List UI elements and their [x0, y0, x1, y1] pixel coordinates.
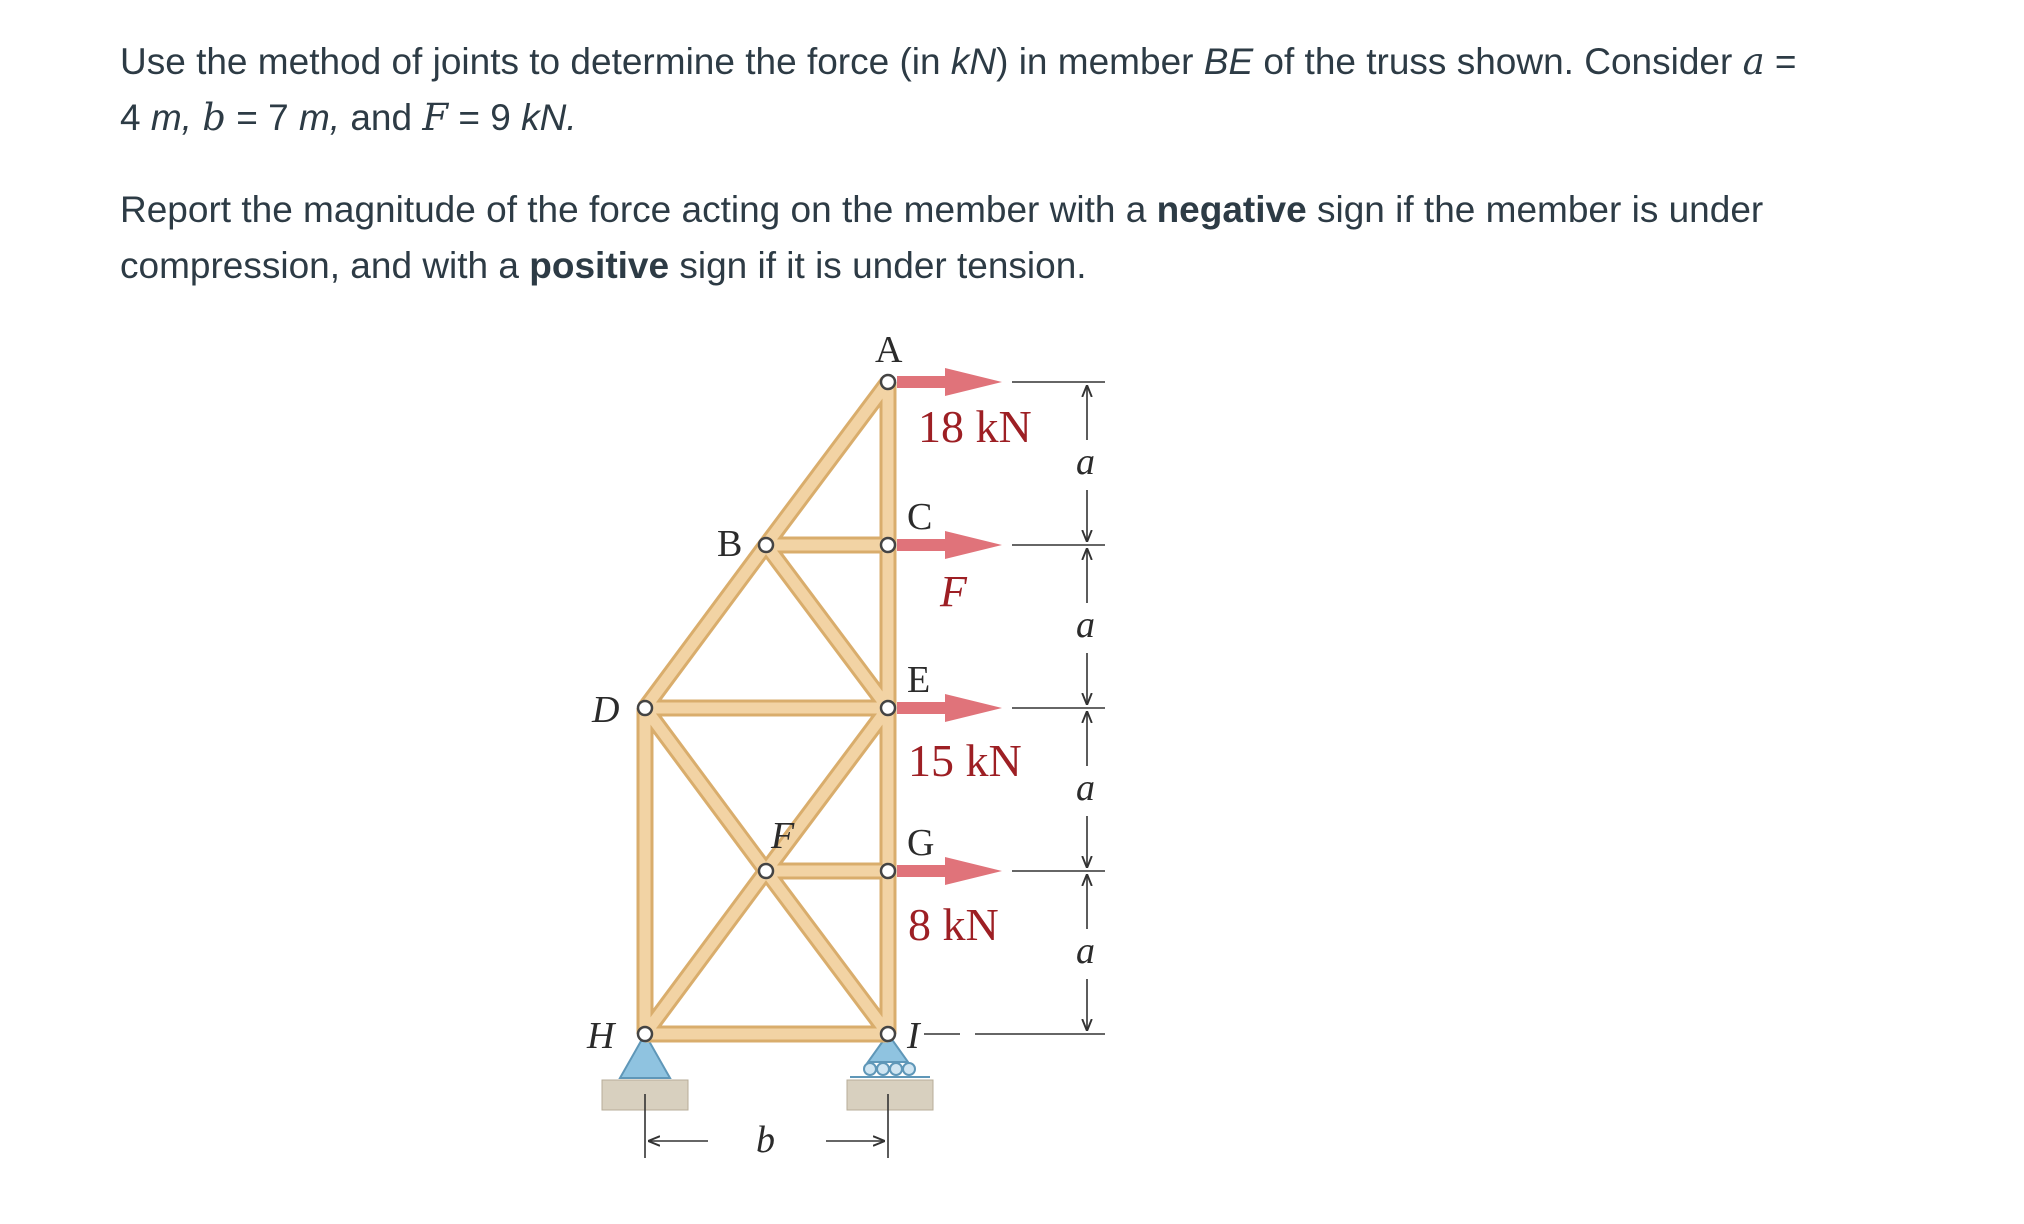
joint-H	[638, 1027, 652, 1041]
load-label-A: 18 kN	[918, 401, 1032, 452]
symbol-b: b	[202, 96, 226, 139]
keyword-positive: positive	[529, 245, 670, 286]
member-BD	[645, 545, 766, 708]
label-F: F	[771, 815, 795, 857]
keyword-negative: negative	[1156, 189, 1307, 230]
equals: =	[225, 97, 269, 138]
unit-m: m,	[140, 97, 192, 138]
member-FI	[766, 871, 888, 1034]
member-DF	[645, 708, 766, 871]
joint-F	[759, 864, 773, 878]
load-label-G: 8 kN	[908, 899, 999, 950]
dim-label-b: b	[756, 1119, 775, 1161]
joint-I	[881, 1027, 895, 1041]
dim-label-a-4: a	[1076, 930, 1095, 972]
label-A: A	[875, 329, 903, 371]
text: Use the method of joints to determine the force (in	[120, 41, 951, 82]
text: and	[340, 97, 423, 138]
joint-B	[759, 538, 773, 552]
value-a: 4	[120, 97, 141, 138]
text: Report the magnitude of the force acting on the member with a	[120, 189, 1157, 230]
joint-G	[881, 864, 895, 878]
symbol-a: a	[1742, 40, 1765, 83]
text: ) in member	[996, 41, 1204, 82]
dim-label-a-1: a	[1076, 441, 1095, 483]
label-H: H	[587, 1015, 615, 1057]
dim-label-a-3: a	[1076, 767, 1095, 809]
members	[645, 382, 888, 1034]
text: sign if it is under tension.	[669, 245, 1087, 286]
unit-m: m,	[288, 97, 341, 138]
label-D: D	[592, 689, 620, 731]
equals: =	[1764, 41, 1797, 82]
label-G: G	[907, 822, 935, 864]
joint-D	[638, 701, 652, 715]
ground-right	[847, 1080, 933, 1110]
text: sign if the member is under compression, and with a	[120, 189, 1764, 286]
member-name: BE	[1203, 41, 1254, 82]
roller-wheels	[864, 1063, 915, 1075]
label-C: C	[907, 496, 933, 538]
load-arrow-A	[897, 368, 1002, 396]
label-E: E	[907, 659, 931, 701]
dim-label-a-2: a	[1076, 604, 1095, 646]
symbol-F: F	[422, 96, 449, 139]
joint-A	[881, 375, 895, 389]
member-AB	[766, 382, 888, 545]
joint-C	[881, 538, 895, 552]
unit-kn: kN	[950, 41, 997, 82]
member-BE	[766, 545, 888, 708]
value-b: 7	[268, 97, 289, 138]
equals: =	[448, 97, 491, 138]
value-F: 9	[490, 97, 511, 138]
label-I: I	[907, 1015, 920, 1057]
text: of the truss shown. Consider	[1253, 41, 1743, 82]
joint-E	[881, 701, 895, 715]
member-FH	[645, 871, 766, 1034]
load-label-E: 15 kN	[908, 735, 1022, 786]
member-face	[645, 382, 888, 1034]
label-B: B	[717, 523, 743, 565]
load-label-C: F	[940, 567, 967, 616]
unit-kn: kN.	[510, 97, 577, 138]
